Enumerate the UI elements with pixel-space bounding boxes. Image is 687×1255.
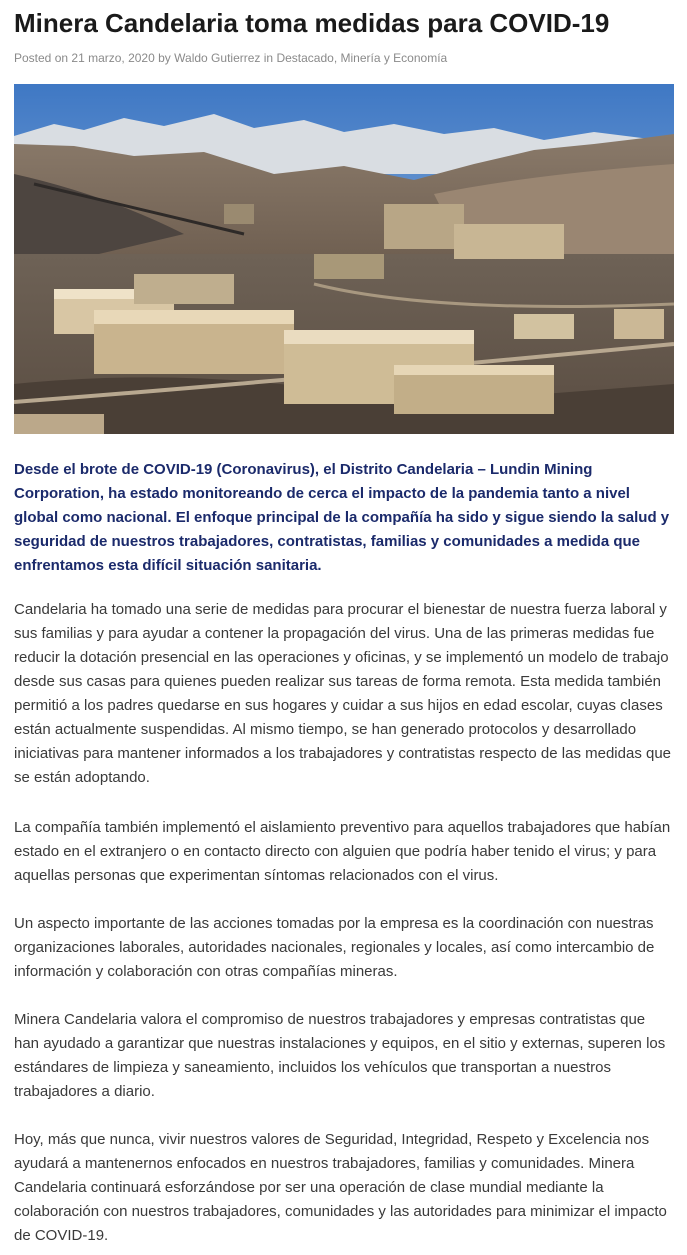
post-date-link[interactable]: 21 marzo, 2020	[71, 51, 155, 65]
category-link-destacado[interactable]: Destacado	[276, 51, 334, 65]
article-paragraph-2: La compañía también implementó el aislamiento preventivo para aquellos trabajadores que habían estado en el extranjero o en contacto directo con alguien que podría haber tenido el virus; y para aquellas personas que experimentan síntomas relacionados con el virus.	[14, 819, 671, 884]
category-separator: ,	[333, 51, 338, 65]
in-label: in	[263, 51, 274, 65]
by-label: by	[158, 51, 171, 65]
article-paragraph-4: Minera Candelaria valora el compromiso de nuestros trabajadores y empresas contratistas que han ayudado a garantizar que nuestras instalaciones y equipos, en el sitio y externas, superen los estándares de limpieza y saneamiento, incluidos los vehículos que transportan a nuestros trabajadores a diario.	[14, 1011, 666, 1100]
article-paragraph-3: Un aspecto importante de las acciones tomadas por la empresa es la coordinación con nuestras organizaciones laborales, autoridades nacionales, regionales y locales, así como intercambio de información y colaboración con otras compañías mineras.	[14, 915, 655, 980]
author-link[interactable]: Waldo Gutierrez	[174, 51, 261, 65]
category-link-mineria[interactable]: Minería y Economía	[340, 51, 448, 65]
article-paragraph-5: Hoy, más que nunca, vivir nuestros valores de Seguridad, Integridad, Respeto y Excelencia nos ayudará a mantenernos enfocados en nuestros trabajadores, familias y comunidades. Minera Candelaria continuará esforzándose por ser una operación de clase mundial mediante la colaboración con nuestros trabajadores, comunidades y las autoridades para minimizar el impacto de COVID-19.	[14, 1131, 667, 1244]
posted-on-label: Posted on	[14, 51, 69, 65]
article-title: Minera Candelaria toma medidas para COVID-19	[14, 8, 610, 38]
post-meta	[14, 50, 674, 66]
article-paragraph-1: Candelaria ha tomado una serie de medidas para procurar el bienestar de nuestra fuerza laboral y sus familias y para ayudar a contener la propagación del virus. Una de las primeras medidas fue reducir la dotación presencial en las operaciones y oficinas, y se implementó un modelo de trabajo desde sus casas para quienes pueden realizar sus tareas de forma remota. Esta medida también permitió a los padres quedarse en sus hogares y cuidar a sus hijos en edad escolar, cuyas clases están actualmente suspendidas. Al mismo tiempo, se han generado protocolos y desarrollado iniciativas para mantener informados a los trabajadores y contratistas respecto de las medidas que se están adoptando.	[14, 601, 672, 786]
featured-image	[14, 84, 674, 434]
article-lead: Desde el brote de COVID-19 (Coronavirus), el Distrito Candelaria – Lundin Mining Corporation, ha estado monitoreando de cerca el impacto de la pandemia tanto a nivel global como nacional. El enfoque principal de la compañía ha sido y sigue siendo la salud y seguridad de nuestros trabajadores, contratistas, familias y comunidades a medida que enfrentamos esta difícil situación sanitaria.	[14, 461, 670, 574]
mine-aerial-photo	[14, 84, 674, 434]
